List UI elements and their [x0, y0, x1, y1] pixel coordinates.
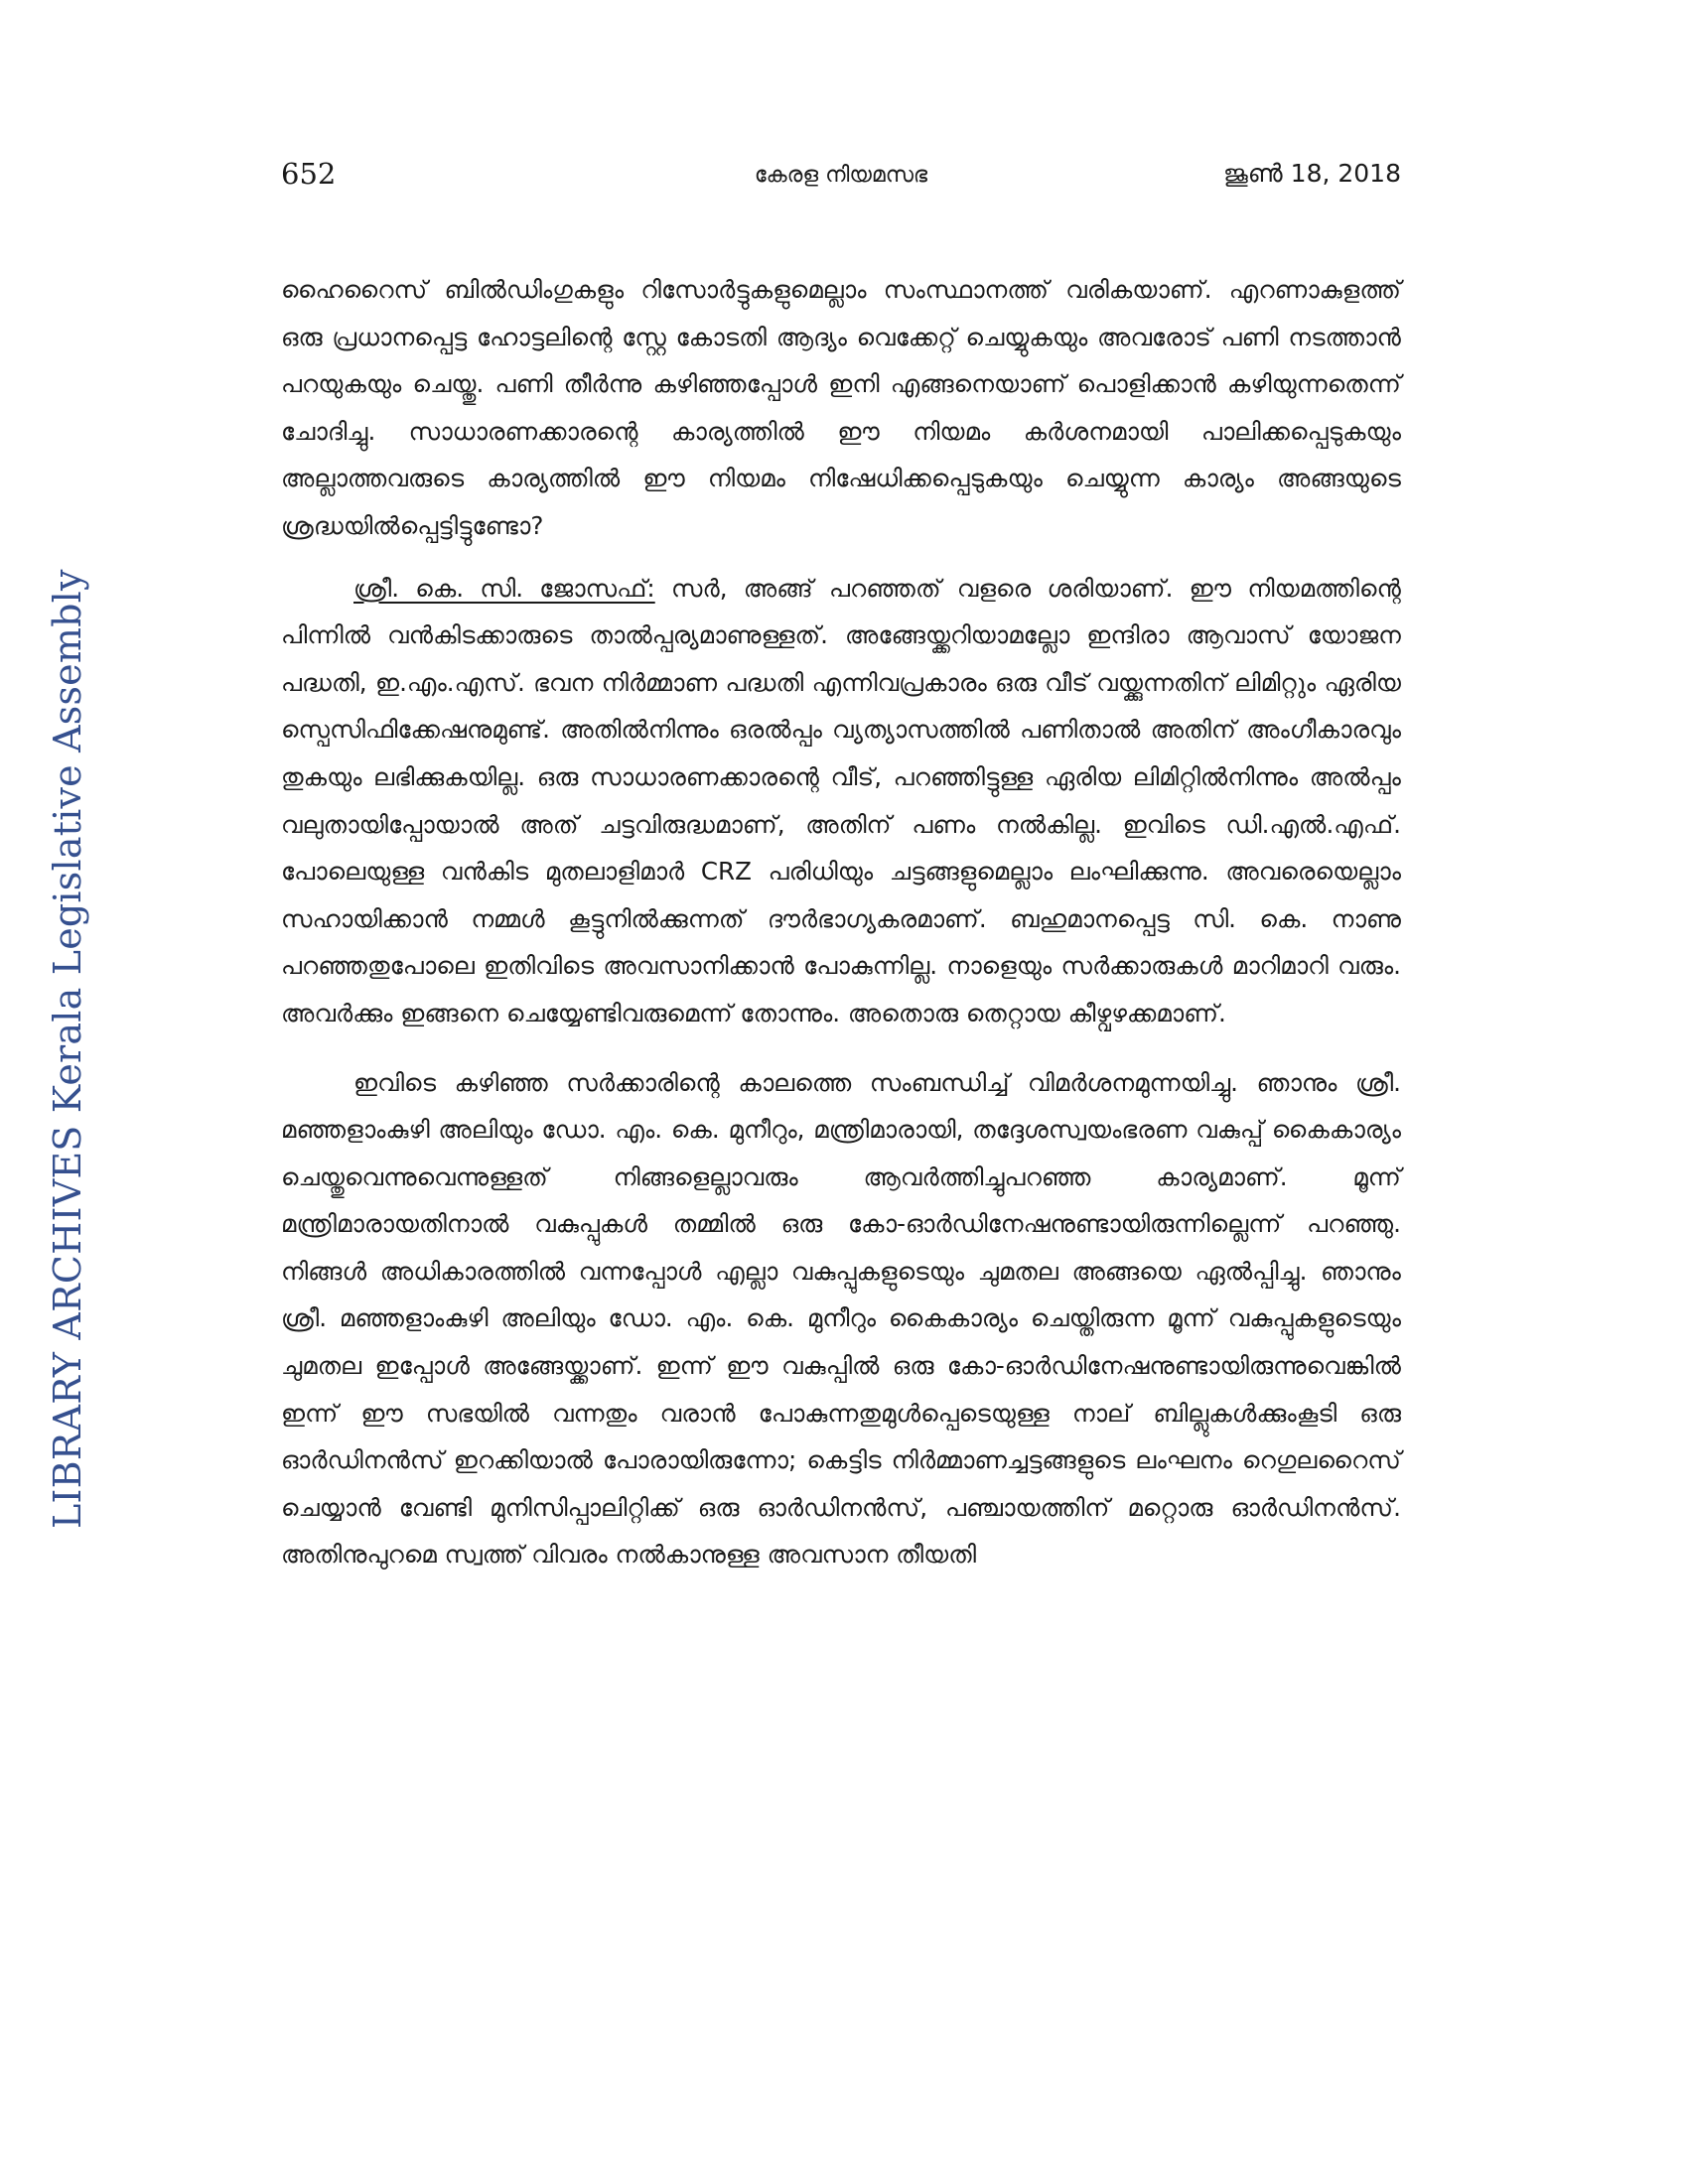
running-title: കേരള നിയമസഭ: [754, 163, 928, 188]
speaker-name: ശ്രീ. കെ. സി. ജോസഫ്:: [353, 573, 655, 603]
document-body: [281, 266, 1401, 1578]
page-number: 652: [281, 157, 337, 191]
archive-watermark: LIBRARY ARCHIVES Kerala Legislative Assembly: [46, 569, 89, 1529]
paragraph-2: [281, 565, 1401, 1037]
page-header: [281, 157, 1401, 201]
paragraph-1: ഹൈറൈസ് ബിൽഡിംഗുകളും റിസോർട്ടുകളുമെല്ലാം സംസ്ഥാനത്ത് വരികയാണ്. എറണാകുളത്ത് ഒരു പ്രധാനപ്പെട്ട ഹോട്ടലിന്റെ സ്റ്റേ കോടതി ആദ്യം വെക്കേറ്റ് ചെയ്യുകയും അവരോട് പണി നടത്താൻ പറയുകയും ചെയ്തു. പണി തീർന്നു കഴിഞ്ഞപ്പോൾ ഇനി എങ്ങനെയാണ് പൊളിക്കാൻ കഴിയുന്നതെന്ന് ചോദിച്ചു. സാധാരണക്കാരന്റെ കാര്യത്തിൽ ഈ നിയമം കർശനമായി പാലിക്കപ്പെടുകയും അല്ലാത്തവരുടെ കാര്യത്തിൽ ഈ നിയമം നിഷേധിക്കപ്പെടുകയും ചെയ്യുന്ന കാര്യം അങ്ങയുടെ ശ്രദ്ധയിൽപ്പെട്ടിട്ടുണ്ടോ?: [281, 275, 1401, 540]
paragraph-2-text: സർ, അങ്ങ് പറഞ്ഞത് വളരെ ശരിയാണ്. ഈ നിയമത്തിന്റെ പിന്നിൽ വൻകിടക്കാരുടെ താൽപ്പര്യമാണുള്ളത്. അങ്ങേയ്ക്കറിയാമല്ലോ ഇന്ദിരാ ആവാസ് യോജന പദ്ധതി, ഇ.എം.എസ്. ഭവന നിർമ്മാണ പദ്ധതി എന്നിവപ്രകാരം ഒരു വീട് വയ്ക്കുന്നതിന് ലിമിറ്റും ഏരിയ സ്പെസിഫിക്കേഷനുമുണ്ട്. അതിൽനിന്നും ഒരൽപ്പം വ്യത്യാസത്തിൽ പണിതാൽ അതിന് അംഗീകാരവും തുകയും ലഭിക്കുകയില്ല. ഒരു സാധാരണക്കാരന്റെ വീട്, പറഞ്ഞിട്ടുള്ള ഏരിയ ലിമിറ്റിൽനിന്നും അൽപ്പം വലുതായിപ്പോയാൽ അത് ചട്ടവിരുദ്ധമാണ്, അതിന് പണം നൽകില്ല. ഇവിടെ ഡി.എൽ.എഫ്. പോലെയുള്ള വൻകിട മുതലാളിമാർ CRZ പരിധിയും ചട്ടങ്ങളുമെല്ലാം ലംഘിക്കുന്നു. അവരെയെല്ലാം സഹായിക്കാൻ നമ്മൾ കൂട്ടുനിൽക്കുന്നത് ദൗർഭാഗ്യകരമാണ്. ബഹുമാനപ്പെട്ട സി. കെ. നാണു പറഞ്ഞതുപോലെ ഇതിവിടെ അവസാനിക്കാൻ പോകുന്നില്ല. നാളെയും സർക്കാരുകൾ മാറിമാറി വരും. അവർക്കും ഇങ്ങനെ ചെയ്യേണ്ടിവരുമെന്ന് തോന്നും. അതൊരു തെറ്റായ കീഴ്വഴക്കമാണ്.: [281, 573, 1401, 1027]
paragraph-3: ഇവിടെ കഴിഞ്ഞ സർക്കാരിന്റെ കാലത്തെ സംബന്ധിച്ച് വിമർശനമുന്നയിച്ചു. ഞാനും ശ്രീ. മഞ്ഞളാംകുഴി അലിയും ഡോ. എം. കെ. മുനീറും, മന്ത്രിമാരായി, തദ്ദേശസ്വയംഭരണ വകുപ്പ് കൈകാര്യം ചെയ്തുവെന്നുവെന്നുള്ളത് നിങ്ങളെല്ലാവരും ആവർത്തിച്ചുപറഞ്ഞ കാര്യമാണ്. മൂന്ന് മന്ത്രിമാരായതിനാൽ വകുപ്പുകൾ തമ്മിൽ ഒരു കോ-ഓർഡിനേഷനുണ്ടായിരുന്നില്ലെന്ന് പറഞ്ഞു. നിങ്ങൾ അധികാരത്തിൽ വന്നപ്പോൾ എല്ലാ വകുപ്പുകളുടെയും ചുമതല അങ്ങയെ ഏൽപ്പിച്ചു. ഞാനും ശ്രീ. മഞ്ഞളാംകുഴി അലിയും ഡോ. എം. കെ. മുനീറും കൈകാര്യം ചെയ്തിരുന്ന മൂന്ന് വകുപ്പുകളുടെയും ചുമതല ഇപ്പോൾ അങ്ങേയ്ക്കാണ്. ഇന്ന് ഈ വകുപ്പിൽ ഒരു കോ-ഓർഡിനേഷനുണ്ടായിരുന്നുവെങ്കിൽ ഇന്ന് ഈ സഭയിൽ വന്നതും വരാൻ പോകുന്നതുമുൾപ്പെടെയുള്ള നാല് ബില്ലുകൾക്കുംകൂടി ഒരു ഓർഡിനൻസ് ഇറക്കിയാൽ പോരായിരുന്നോ; കെട്ടിട നിർമ്മാണച്ചട്ടങ്ങളുടെ ലംഘനം റെഗുലറൈസ് ചെയ്യാൻ വേണ്ടി മുനിസിപ്പാലിറ്റിക്ക് ഒരു ഓർഡിനൻസ്, പഞ്ചായത്തിന് മറ്റൊരു ഓർഡിനൻസ്. അതിനുപുറമെ സ്വത്ത് വിവരം നൽകാനുള്ള അവസാന തീയതി: [281, 1067, 1401, 1570]
header-date: ജൂൺ 18, 2018: [1222, 159, 1401, 188]
